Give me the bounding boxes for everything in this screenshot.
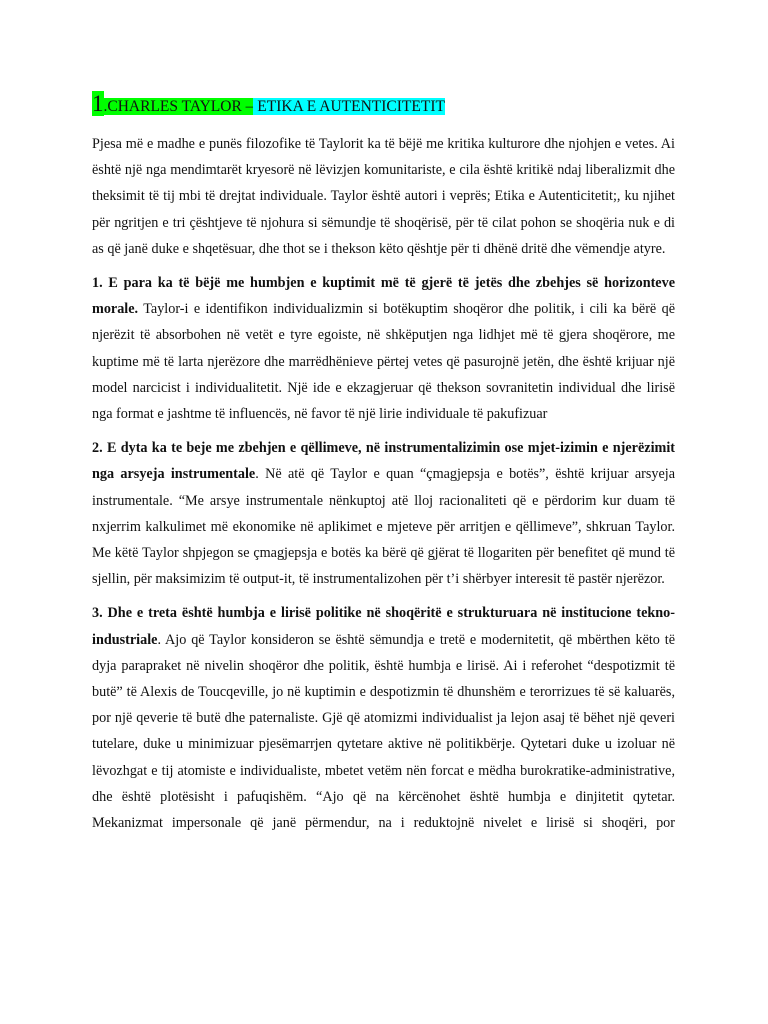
heading-title-work: ETIKA E AUTENTICITETIT (253, 98, 445, 115)
point-1-lead: 1. E para ka të bëjë me humbjen e kuptimit më të gjerë të jetës dhe zbehjes së horizonteve morale. (92, 275, 675, 318)
point-3-lead: 3. Dhe e treta është humbja e lirisë politike në shoqëritë e strukturuara në institucione tekno-industriale (92, 605, 675, 648)
point-2-lead: 2. E dyta ka te beje me zbehjen e qëllimeve, në instrumentalizimin ose mjet-izimin e njerëzimit nga arsyeja instrumentale (92, 440, 675, 483)
point-3-paragraph (92, 600, 675, 836)
heading-title-author: .CHARLES TAYLOR – (103, 98, 254, 115)
document-page (92, 88, 675, 836)
point-3-text: . Ajo që Taylor konsideron se është sëmundja e tretë e modernitetit, që mbërthen këto të dyja parapraket në nivelin shoqëror dhe politik, është humbja e lirisë. Ai i referohet “despotizmit të butë” të Alexis de Toucqeville, jo në kuptimin e despotizmin të dhunshëm e terorrizues të së kaluarës, por një qeverie të butë dhe paternaliste. Gjë që atomizmi individualist ja lejon asaj të bëhet një qeveri tutelare, duke u minimizuar pjesëmarrjen qytetare aktive në politikbërje. Qytetari duke u izoluar në lëvozhgat e tij atomiste e individualiste, mbetet vetëm nën forcat e mëdha burokratike-administrative, dhe është plotësisht i pafuqishëm. “Ajo që na kërcënohet është humbja e dinjitetit qytetar. Mekanizmat impersonale që janë përmendur, na i reduktojnë nivelet e lirisë si shoqëri, por (92, 631, 675, 832)
point-2-text: . Në atë që Taylor e quan “çmagjepsja e botës”, është krijuar arsyeja instrumentale. “Me arsye instrumentale nënkuptoj atë lloj racionaliteti që e përdorim kur duam të nxjerrim kalkulimet më ekonomike në aplikimet e mjeteve për arritjen e qëllimeve”, shkruan Taylor. Me këtë Taylor shpjegon se çmagjepsja e botës ka bërë që gjërat të llogariten për benefitet që mund të sjellin, për maksimizim të output-it, të instrumentalizohen për t’i shërbyer interesit të pastër njerëzor. (92, 466, 675, 588)
point-2-paragraph (92, 435, 675, 592)
point-1-paragraph (92, 270, 675, 427)
point-1-text: Taylor-i e identifikon individualizmin si botëkuptim shoqëror dhe politik, i cili ka bërë që njerëzit të absorbohen në vetët e tyre egoiste, në shkëputjen nga lidhjet më të gjera shoqërore, me kuptime më të larta njerëzore dhe marrëdhënieve përtej vetes që pasurojnë jetën, dhe është krijuar një model narcicist i individualitetit. Një ide e ekzagjeruar që thekson sovranitetin individual dhe lirisë nga format e jashtme të influencës, në favor të një lirie individuale të pakufizuar (92, 301, 675, 423)
section-heading (92, 88, 675, 123)
intro-paragraph: Pjesa më e madhe e punës filozofike të Taylorit ka të bëjë me kritika kulturore dhe njohjen e vetes. Ai është një nga mendimtarët kryesorë në lëvizjen komunitariste, e cila është kritikë ndaj liberalizmit dhe theksimit të tij mbi të drejtat individuale. Taylor është autori i veprës; Etika e Autenticitetit;, ku njihet për ngritjen e tri çështjeve të njohura si sëmundje të shoqërisë, për të cilat pohon se shoqëria nuk e di as që janë duke e shqetësuar, dhe thot se i thekson këto qështje për ti dhënë dritë dhe vëmendje atyre. (92, 136, 675, 257)
heading-number: 1 (92, 91, 104, 116)
